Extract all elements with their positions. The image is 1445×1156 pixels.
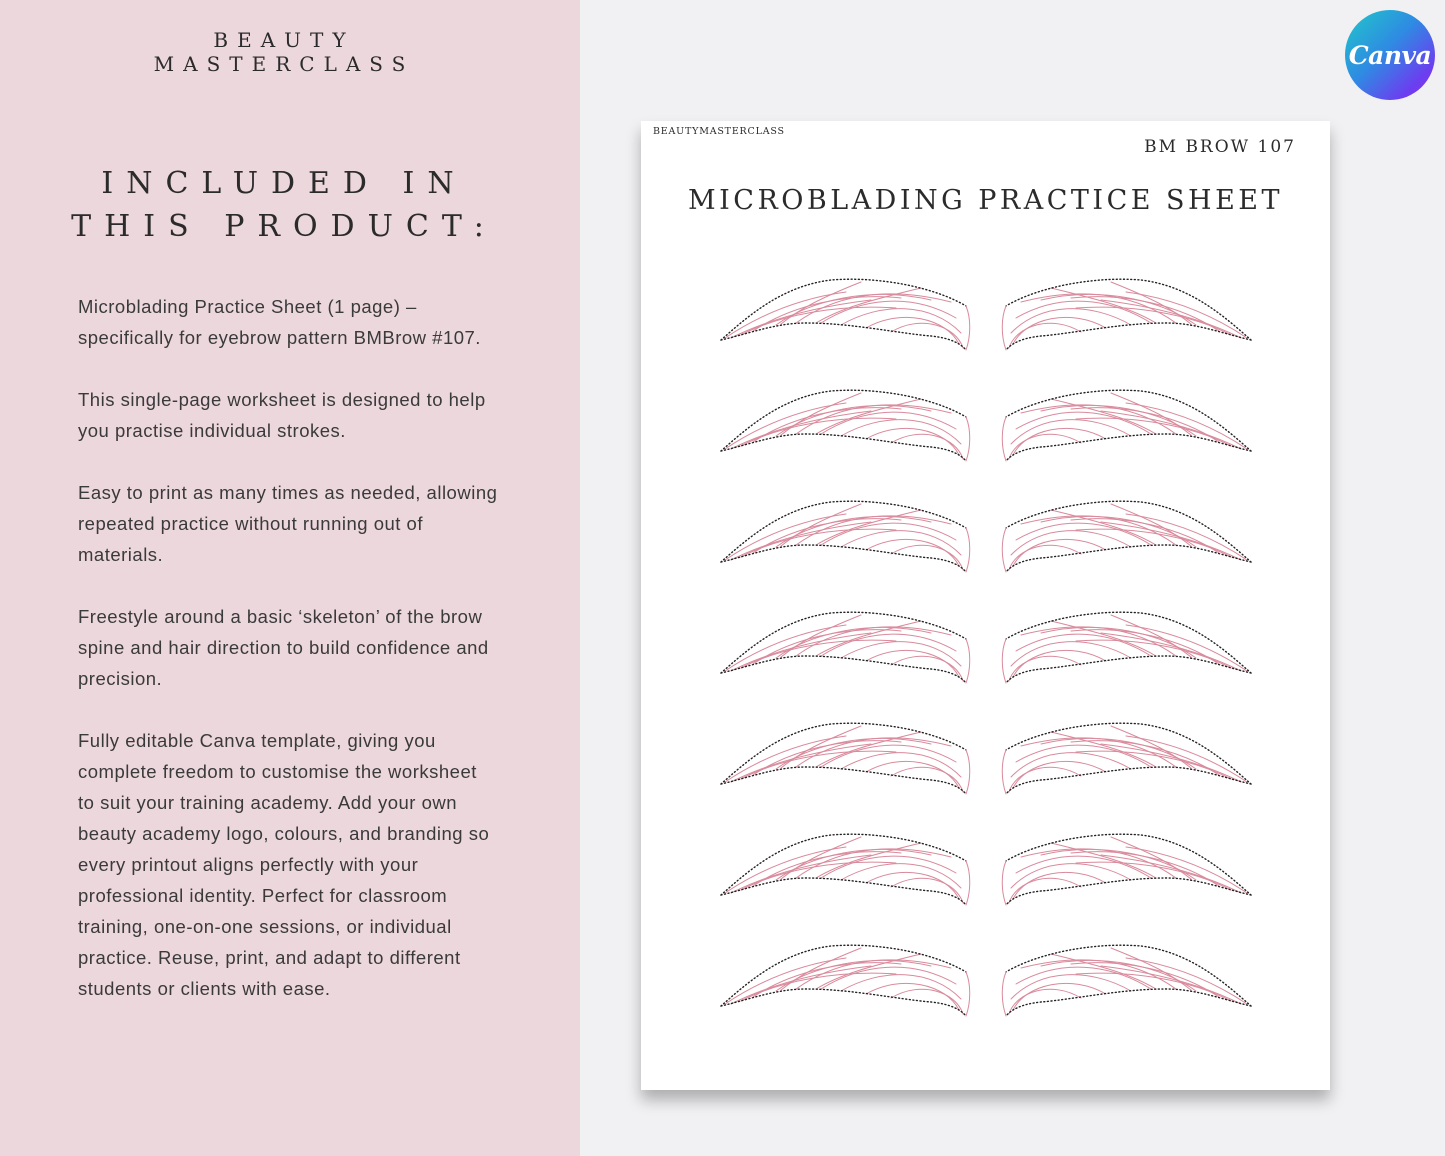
hair-stroke — [1126, 403, 1247, 449]
brow-tail-stroke — [966, 972, 970, 1016]
eyebrow-left-6 — [721, 834, 970, 905]
hair-stroke — [841, 642, 961, 666]
eyebrow-grid — [641, 121, 1330, 1090]
hair-stroke — [1013, 317, 1106, 344]
brow-tail-stroke — [966, 306, 970, 350]
brand-name-line1: BEAUTY — [213, 28, 355, 52]
hair-stroke — [1011, 531, 1131, 555]
hair-stroke — [1013, 650, 1106, 677]
eyebrow-right-7 — [1002, 945, 1251, 1016]
left-panel — [0, 0, 580, 1156]
hair-stroke — [841, 864, 961, 888]
hair-stroke — [866, 983, 959, 1010]
brow-tail-stroke — [966, 528, 970, 572]
description-paragraph-1: Microblading Practice Sheet (1 page) – specifically for eyebrow pattern BMBrow #107. — [78, 296, 481, 348]
hair-stroke — [1011, 420, 1131, 444]
hair-stroke — [725, 625, 846, 671]
description-paragraph-2: This single-page worksheet is designed to help you practise individual strokes. — [78, 389, 486, 441]
eyebrow-right-6 — [1002, 834, 1251, 905]
brow-tail-stroke — [1002, 639, 1006, 683]
hair-stroke — [1126, 514, 1247, 560]
brow-tail-stroke — [1002, 528, 1006, 572]
hair-stroke — [866, 428, 959, 455]
brow-tail-stroke — [966, 639, 970, 683]
hair-stroke — [1013, 872, 1106, 899]
hair-stroke — [725, 736, 846, 782]
hair-stroke — [866, 872, 959, 899]
hair-stroke — [866, 317, 959, 344]
hair-stroke — [866, 650, 959, 677]
hair-stroke — [841, 975, 961, 999]
hair-stroke — [866, 761, 959, 788]
hair-stroke — [725, 958, 846, 1004]
brow-tail-stroke — [966, 417, 970, 461]
eyebrow-left-3 — [721, 501, 970, 572]
hair-stroke — [1013, 428, 1106, 455]
heading-line2: THIS PRODUCT: — [71, 209, 497, 244]
hair-stroke — [725, 514, 846, 560]
brow-tail-stroke — [1002, 306, 1006, 350]
hair-stroke — [1013, 761, 1106, 788]
hair-stroke — [1011, 864, 1131, 888]
eyebrow-left-4 — [721, 612, 970, 683]
brow-tail-stroke — [1002, 972, 1006, 1016]
hair-stroke — [1126, 958, 1247, 1004]
brow-tail-stroke — [1002, 861, 1006, 905]
hair-stroke — [1011, 753, 1131, 777]
eyebrow-left-7 — [721, 945, 970, 1016]
hair-stroke — [725, 292, 846, 338]
hair-stroke — [1126, 625, 1247, 671]
eyebrow-left-1 — [721, 279, 970, 350]
hair-stroke — [1126, 292, 1247, 338]
eyebrow-right-4 — [1002, 612, 1251, 683]
description-paragraph-4: Freestyle around a basic ‘skeleton’ of the brow spine and hair direction to build confidence and precision. — [78, 606, 489, 689]
eyebrow-right-2 — [1002, 390, 1251, 461]
eyebrow-left-5 — [721, 723, 970, 794]
canva-logo — [1345, 10, 1435, 100]
hair-stroke — [1126, 847, 1247, 893]
eyebrow-right-5 — [1002, 723, 1251, 794]
sheet-pattern-code: BM BROW 107 — [1144, 137, 1296, 157]
brow-tail-stroke — [1002, 750, 1006, 794]
eyebrow-right-1 — [1002, 279, 1251, 350]
brand-name-line2: MASTERCLASS — [153, 52, 415, 76]
hair-stroke — [1011, 642, 1131, 666]
hair-stroke — [841, 309, 961, 333]
canva-logo-text: Canva — [1348, 40, 1432, 70]
heading-line1: INCLUDED IN — [101, 166, 467, 201]
brow-tail-stroke — [966, 861, 970, 905]
brow-tail-stroke — [966, 750, 970, 794]
practice-sheet-preview — [641, 121, 1330, 1090]
eyebrow-right-3 — [1002, 501, 1251, 572]
hair-stroke — [841, 420, 961, 444]
hair-stroke — [866, 539, 959, 566]
hair-stroke — [1011, 309, 1131, 333]
hair-stroke — [1011, 975, 1131, 999]
hair-stroke — [841, 531, 961, 555]
sheet-title: MICROBLADING PRACTICE SHEET — [687, 185, 1284, 216]
description-paragraph-3: Easy to print as many times as needed, allowing repeated practice without running out of materials. — [78, 482, 498, 565]
sheet-brand: BEAUTYMASTERCLASS — [653, 126, 785, 137]
hair-stroke — [1013, 983, 1106, 1010]
hair-stroke — [725, 847, 846, 893]
hair-stroke — [1126, 736, 1247, 782]
hair-stroke — [841, 753, 961, 777]
brow-tail-stroke — [1002, 417, 1006, 461]
hair-stroke — [1013, 539, 1106, 566]
eyebrow-left-2 — [721, 390, 970, 461]
hair-stroke — [725, 403, 846, 449]
description-paragraph-5: Fully editable Canva template, giving you complete freedom to customise the worksheet to suit your training academy. Add your own beauty academy logo, colours, and branding so every printout aligns perfectly with your professional identity. Perfect for classroom training, one-on-one sessions, or individual practice. Reuse, print, and adapt to different students or clients with ease. — [78, 730, 490, 999]
product-description — [78, 291, 498, 1004]
